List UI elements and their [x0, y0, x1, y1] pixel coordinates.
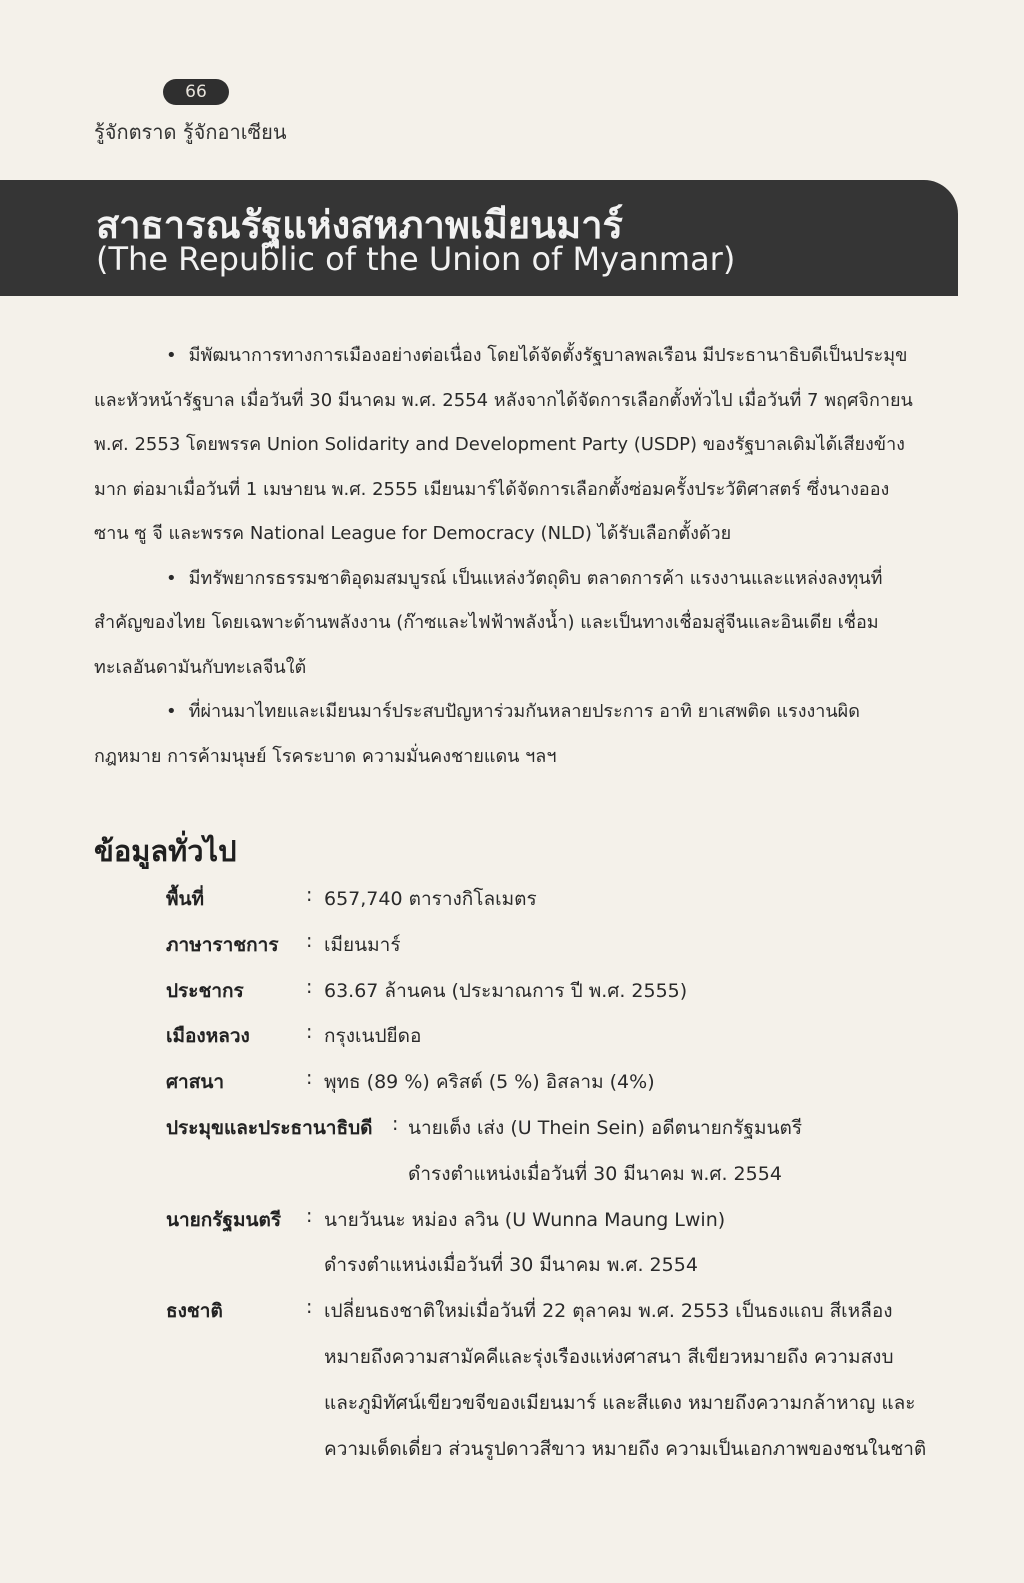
bullet-text-line: มีทรัพยากรธรรมชาติอุดมสมบูรณ์ เป็นแหล่งวัตถุดิบ ตลาดการค้า แรงงานและแหล่งลงทุนที่: [188, 567, 883, 589]
info-value: เมียนมาร์: [324, 934, 401, 956]
title-thai: สาธารณรัฐแห่งสหภาพเมียนมาร์: [96, 203, 623, 247]
bullet-text-line: ทะเลอันดามันกับทะเลจีนใต้: [94, 656, 307, 678]
bullet-text-line: ที่ผ่านมาไทยและเมียนมาร์ประสบปัญหาร่วมกันหลายประการ อาทิ ยาเสพติด แรงงานผิด: [188, 701, 860, 722]
bullet-text-line: สำคัญของไทย โดยเฉพาะด้านพลังงาน (ก๊าซและไฟฟ้าพลังน้ำ) และเป็นทางเชื่อมสู่จีนและอินเดีย เชื่อม: [94, 612, 879, 633]
info-label: ประชากร: [166, 980, 244, 1002]
bullet-text-line: และหัวหน้ารัฐบาล เมื่อวันที่ 30 มีนาคม พ.ศ. 2554 หลังจากได้จัดการเลือกตั้งทั่วไป เมื่อวันที่ 7 พฤศจิกายน: [94, 389, 913, 411]
info-value: 63.67 ล้านคน (ประมาณการ ปี พ.ศ. 2555): [324, 980, 688, 1002]
bullet-text-line: มาก ต่อมาเมื่อวันที่ 1 เมษายน พ.ศ. 2555 เมียนมาร์ได้จัดการเลือกตั้งซ่อมครั้งประวัติศาสตร์ ซึ่งนางออง: [94, 478, 890, 500]
section-heading-general-info: ข้อมูลทั่วไป: [94, 834, 237, 868]
bullet-text-line: มีพัฒนาการทางการเมืองอย่างต่อเนื่อง โดยได้จัดตั้งรัฐบาลพลเรือน มีประธานาธิบดีเป็นประมุข: [188, 345, 908, 366]
info-colon: :: [306, 1021, 313, 1043]
info-value: นายวันนะ หม่อง ลวิน (U Wunna Maung Lwin): [324, 1209, 726, 1231]
bullet-dot-icon: •: [166, 345, 177, 366]
info-value: กรุงเนปยีดอ: [324, 1025, 422, 1047]
info-colon: :: [392, 1113, 399, 1135]
bullet-item-resources: [94, 557, 950, 691]
bullet-dot-icon: •: [166, 701, 177, 722]
info-value: 657,740 ตารางกิโลเมตร: [324, 888, 537, 910]
info-label: ประมุขและประธานาธิบดี: [166, 1117, 373, 1139]
info-value-continued: ดำรงตำแหน่งเมื่อวันที่ 30 มีนาคม พ.ศ. 2554: [408, 1163, 782, 1185]
info-value: เปลี่ยนธงชาติใหม่เมื่อวันที่ 22 ตุลาคม พ.ศ. 2553 เป็นธงแถบ สีเหลือง: [324, 1300, 893, 1322]
info-colon: :: [306, 1296, 313, 1318]
bullet-dot-icon: •: [166, 567, 177, 589]
bullet-item-problems: [94, 690, 950, 779]
bullet-text-line: ซาน ซู จี และพรรค National League for Democracy (NLD) ได้รับเลือกตั้งด้วย: [94, 523, 732, 544]
info-label: ศาสนา: [166, 1071, 224, 1093]
info-value-continued: ดำรงตำแหน่งเมื่อวันที่ 30 มีนาคม พ.ศ. 2554: [324, 1254, 698, 1276]
info-colon: :: [306, 930, 313, 952]
info-value: พุทธ (89 %) คริสต์ (5 %) อิสลาม (4%): [324, 1071, 655, 1093]
info-label: ภาษาราชการ: [166, 934, 279, 956]
title-english: (The Republic of the Union of Myanmar): [96, 240, 736, 278]
page-number: 66: [163, 79, 229, 105]
info-label: ธงชาติ: [166, 1300, 223, 1322]
title-banner: [0, 180, 958, 296]
info-value: นายเต็ง เส่ง (U Thein Sein) อดีตนายกรัฐมนตรี: [408, 1117, 803, 1139]
info-colon: :: [306, 976, 313, 998]
bullet-item-politics: [94, 334, 950, 557]
bullet-text-line: กฎหมาย การค้ามนุษย์ โรคระบาด ความมั่นคงชายแดน ฯลฯ: [94, 745, 557, 767]
running-header: รู้จักตราด รู้จักอาเซียน: [94, 120, 287, 144]
info-label: นายกรัฐมนตรี: [166, 1209, 282, 1231]
bullet-text-line: พ.ศ. 2553 โดยพรรค Union Solidarity and Development Party (USDP) ของรัฐบาลเดิมได้เสียงข้าง: [94, 434, 905, 455]
info-label: เมืองหลวง: [166, 1025, 250, 1047]
info-colon: :: [306, 1205, 313, 1227]
info-label: พื้นที่: [166, 888, 205, 910]
bullet-list: [94, 334, 950, 779]
info-value-continued: ความเด็ดเดี่ยว ส่วนรูปดาวสีขาว หมายถึง ความเป็นเอกภาพของชนในชาติ: [324, 1438, 927, 1460]
info-value-continued: และภูมิทัศน์เขียวขจีของเมียนมาร์ และสีแดง หมายถึงความกล้าหาญ และ: [324, 1392, 916, 1414]
info-colon: :: [306, 1067, 313, 1089]
info-colon: :: [306, 884, 313, 906]
info-value-continued: หมายถึงความสามัคคีและรุ่งเรืองแห่งศาสนา สีเขียวหมายถึง ความสงบ: [324, 1346, 894, 1368]
